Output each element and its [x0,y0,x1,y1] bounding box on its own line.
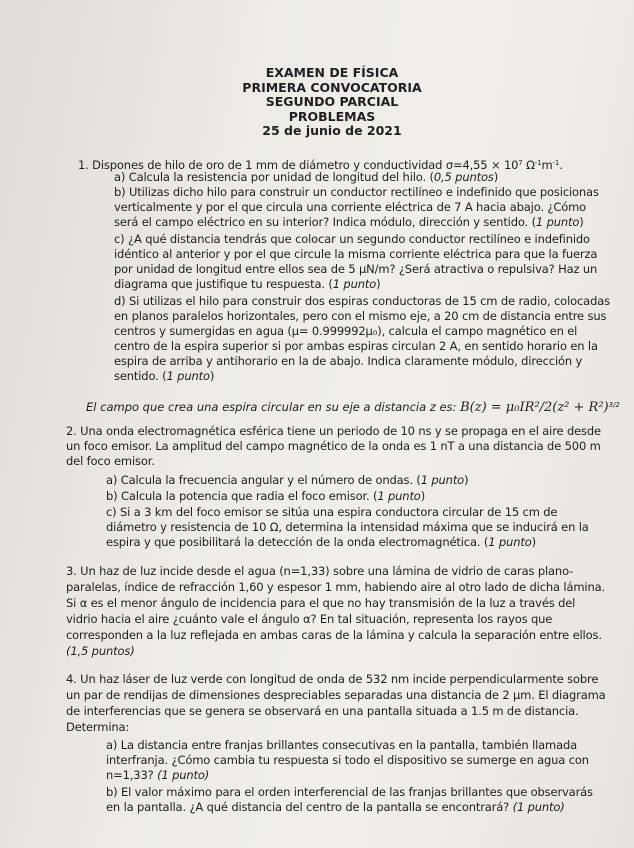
problem-2c-line: c) Si a 3 km del foco emisor se sitúa una espira conductora circular de 15 cm de [106,505,558,519]
problem-1c-line: idéntico al anterior y por el que circule la misma corriente eléctrica para que la fuerza [114,247,598,261]
problem-2a: a) Calcula la frecuencia angular y el número de ondas. (1 punto) [106,473,469,487]
problem-3-line: Si α es el menor ángulo de incidencia para el que no hay transmisión de la luz a través del [66,596,576,610]
problem-4b-line: en la pantalla. ¿A qué distancia del centro de la pantalla se encontrará? (1 punto) [106,800,565,814]
exam-call: PRIMERA CONVOCATORIA [242,79,422,95]
problem-4-line: 4. Un haz láser de luz verde con longitud de onda de 532 nm incide perpendicularmente sobre [66,672,599,686]
problem-1-intro: 1. Dispones de hilo de oro de 1 mm de diámetro y conductividad $\sigma=4,55 \times 10^7$ $\Omega^{-1}m^{-1}$. [78,158,563,172]
problem-3-line: vidrio hacia el aire ¿cuánto vale el ángulo α? En tal situación, representa los rayos que [66,612,553,626]
problem-1c-line: diagrama que justifique tu respuesta. (1 punto) [114,277,381,291]
loop-field-formula: El campo que crea una espira circular en su eje a distancia z es: $B(z) = \mu_0IR^2/2(z^2 + R^2)^{3/2}$ [86,400,620,415]
problem-3-line: corresponden a la luz reflejada en ambas caras de la lámina y calcula la separación entre ellos. [66,628,602,642]
problem-4b-line: b) El valor máximo para el orden interferencial de las franjas brillantes que observarás [106,785,593,799]
problem-4-line: un par de rendijas de dimensiones despreciables separadas una distancia de 2 μm. El diagrama [66,688,606,702]
problem-4a-line: n=1,33? (1 punto) [106,768,210,782]
problem-2c-line: espira y que posibilitará la detección de la onda electromagnética. (1 punto) [106,535,536,549]
problem-1b-line: verticalmente y por el que circula una corriente eléctrica de 7 A hacia abajo. ¿Cómo [114,200,587,214]
problem-3-points: (1,5 puntos) [66,644,135,658]
problem-1c-line: por unidad de longitud entre ellos sea de 5 μN/m? ¿Será atractiva o repulsiva? Haz un [114,262,598,276]
problem-1d-line: sentido. (1 punto) [114,369,215,383]
problem-1b-line: b) Utilizas dicho hilo para construir un conductor rectilíneo e indefinido que posicionas [114,185,599,199]
exam-section: PROBLEMAS [288,108,376,124]
problem-4a-line: a) La distancia entre franjas brillantes consecutivas en la pantalla, también llamada [106,738,578,752]
problem-1d-line: d) Si utilizas el hilo para construir dos espiras conductoras de 15 cm de radio, colocadas [114,294,610,308]
problem-1d-line: centros y sumergidas en agua (μ= 0.999992μ₀), calcula el campo magnético en el [114,324,578,338]
problem-2c-line: diámetro y resistencia de 10 Ω, determina la intensidad máxima que se inducirá en la [106,520,589,534]
problem-2-line: un foco emisor. La amplitud del campo magnético de la onda es 1 nT a una distancia de 500 m [66,439,601,453]
problem-1b-line: será el campo eléctrico en su interior? Indica módulo, dirección y sentido. (1 punto) [114,215,584,229]
problem-1d-line: centro de la espira superior si por ambas espiras circulan 2 A, en sentido horario en la [114,339,598,353]
problem-3-line: paralelas, índice de refracción 1,60 y espesor 1 mm, habiendo aire al otro lado de dicha lámina. [66,580,606,594]
problem-1d-line: espira de arriba y antihorario en la de abajo. Indica claramente módulo, dirección y [114,354,583,368]
problem-2-line: 2. Una onda electromagnética esférica tiene un periodo de 10 ns y se propaga en el aire desde [66,424,601,438]
exam-header [0,66,634,139]
problem-1c-line: c) ¿A qué distancia tendrás que colocar un segundo conductor rectilíneo e indefinido [114,232,590,246]
exam-date: 25 de junio de 2021 [262,123,402,138]
problem-4a-line: interfranja. ¿Cómo cambia tu respuesta si todo el dispositivo se sumerge en agua con [106,753,589,767]
problem-1a: a) Calcula la resistencia por unidad de longitud del hilo. (0,5 puntos) [114,170,499,184]
problem-3-line: 3. Un haz de luz incide desde el agua (n=1,33) sobre una lámina de vidrio de caras plano- [66,564,574,578]
problem-4-line: Determina: [66,720,130,734]
exam-title: EXAMEN DE FÍSICA [265,65,399,80]
problem-4-line: de interferencias que se genera se observará en una pantalla situada a 1.5 m de distancia. [66,704,579,718]
problem-2-line: del foco emisor. [66,454,155,468]
exam-partial: SEGUNDO PARCIAL [265,94,399,109]
problem-2b: b) Calcula la potencia que radia el foco emisor. (1 punto) [106,489,426,503]
problem-1d-line: en planos paralelos horizontales, pero con el mismo eje, a 20 cm de distancia entre sus [114,309,607,323]
